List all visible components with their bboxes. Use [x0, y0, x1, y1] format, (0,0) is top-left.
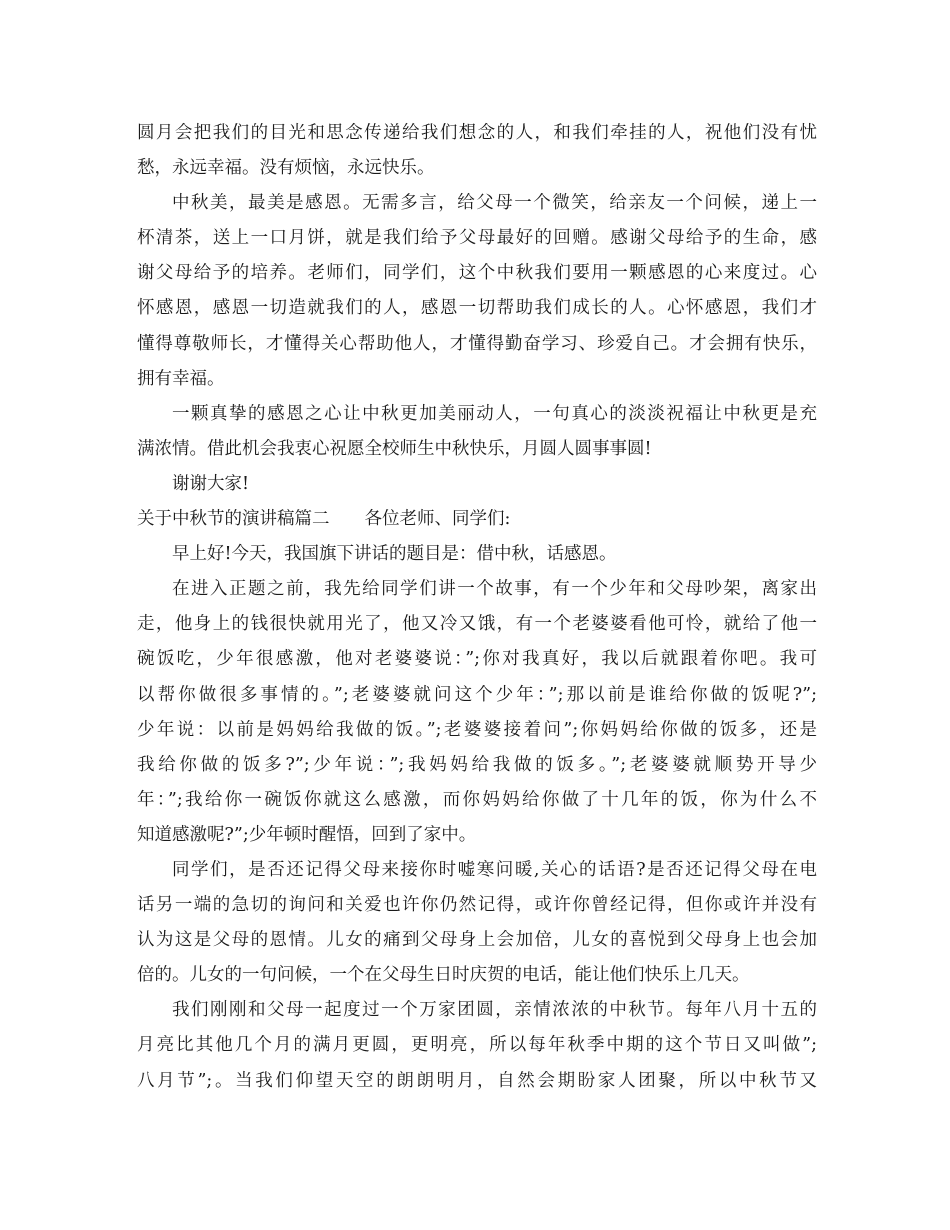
text-line: 中秋美，最美是感恩。无需多言，给父母一个微笑，给亲友一个问候，递上一 [172, 193, 817, 214]
text-line: 关于中秋节的演讲稿篇二 各位老师、同学们: [137, 509, 511, 530]
text-line: 怀感恩，感恩一切造就我们的人，感恩一切帮助我们成长的人。心怀感恩，我们才 [137, 298, 817, 319]
text-line: 月亮比其他几个月的满月更圆，更明亮，所以每年秋季中期的这个节日又叫做”; [137, 1035, 817, 1056]
text-line: 圆月会把我们的目光和思念传递给我们想念的人，和我们牵挂的人，祝他们没有忧 [137, 123, 817, 143]
text-line: 一颗真挚的感恩之心让中秋更加美丽动人，一句真心的淡淡祝福让中秋更是充 [172, 403, 817, 424]
text-line: 碗饭吃，少年很感激，他对老婆婆说：”;你对我真好，我以后就跟着你吧。我可 [137, 649, 817, 670]
text-line: 以帮你做很多事情的。”;老婆婆就问这个少年：”;那以前是谁给你做的饭呢?”; [137, 684, 817, 705]
text-line: 八月节”;。当我们仰望天空的朗朗明月，自然会期盼家人团聚，所以中秋节又 [137, 1070, 817, 1091]
text-line: 认为这是父母的恩情。儿女的痛到父母身上会加倍，儿女的喜悦到父母身上也会加 [137, 930, 817, 951]
text-line: 谢谢大家! [172, 473, 250, 494]
text-line: 在进入正题之前，我先给同学们讲一个故事，有一个少年和父母吵架，离家出 [172, 579, 817, 600]
text-line: 年：”;我给你一碗饭你就这么感激，而你妈妈给你做了十几年的饭，你为什么不 [137, 789, 817, 810]
text-line: 早上好!今天，我国旗下讲话的题目是：借中秋，话感恩。 [172, 544, 617, 565]
text-line: 我们刚刚和父母一起度过一个万家团圆，亲情浓浓的中秋节。每年八月十五的 [172, 1000, 817, 1021]
text-line: 走，他身上的钱很快就用光了，他又冷又饿，有一个老婆婆看他可怜，就给了他一 [137, 614, 817, 635]
text-line: 谢父母给予的培养。老师们，同学们，这个中秋我们要用一颗感恩的心来度过。心 [137, 263, 817, 284]
text-line: 知道感激呢?”;少年顿时醒悟，回到了家中。 [137, 824, 477, 845]
text-line: 愁，永远幸福。没有烦恼，永远快乐。 [137, 158, 435, 179]
text-line: 懂得尊敬师长，才懂得关心帮助他人，才懂得勤奋学习、珍爱自己。才会拥有快乐， [137, 333, 817, 354]
document-body [137, 116, 817, 1099]
text-line: 同学们，是否还记得父母来接你时嘘寒问暖,关心的话语?是否还记得父母在电 [172, 859, 817, 880]
text-line: 杯清茶，送上一口月饼，就是我们给予父母最好的回赠。感谢父母给予的生命，感 [137, 228, 817, 249]
text-line: 少年说：以前是妈妈给我做的饭。”;老婆婆接着问”;你妈妈给你做的饭多，还是 [137, 719, 817, 740]
text-line: 满浓情。借此机会我衷心祝愿全校师生中秋快乐，月圆人圆事事圆! [137, 438, 652, 459]
text-line: 倍的。儿女的一句问候，一个在父母生日时庆贺的电话，能让他们快乐上几天。 [137, 965, 750, 986]
text-line: 拥有幸福。 [137, 368, 225, 389]
text-line: 话另一端的急切的询问和关爱也许你仍然记得，或许你曾经记得，但你或许并没有 [137, 895, 817, 916]
text-line: 我给你做的饭多?”;少年说：”;我妈妈给我做的饭多。”;老婆婆就顺势开导少 [137, 754, 817, 775]
